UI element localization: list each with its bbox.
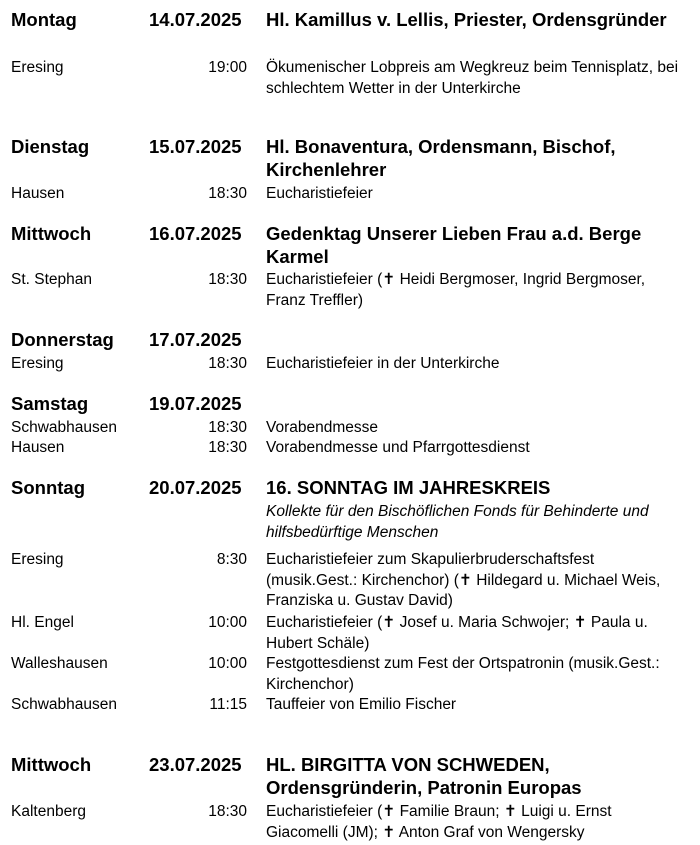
day-title: 16. SONNTAG IM JAHRESKREIS [266, 477, 551, 498]
weekday: Mittwoch [11, 754, 92, 775]
event-place: Eresing [11, 551, 64, 568]
event-place: Hausen [11, 439, 65, 456]
event-time: 18:30 [208, 439, 247, 456]
event-place: Eresing [11, 355, 64, 372]
event-place: Hausen [11, 185, 65, 202]
event-time: 18:30 [208, 419, 247, 436]
date: 14.07.2025 [149, 9, 242, 30]
event-text: Eucharistiefeier in der Unterkirche [266, 355, 500, 372]
event-time: 18:30 [208, 271, 247, 288]
weekday: Dienstag [11, 136, 90, 157]
event-text: Eucharistiefeier (✝ Heidi Bergmoser, Ingrid Bergmoser, Franz Treffler) [266, 271, 646, 309]
date: 17.07.2025 [149, 329, 242, 350]
event-text: Eucharistiefeier (✝ Josef u. Maria Schwojer; ✝ Paula u. Hubert Schäle) [266, 614, 648, 652]
date: 19.07.2025 [149, 393, 242, 414]
date: 15.07.2025 [149, 136, 242, 157]
day-title: Hl. Bonaventura, Ordensmann, Bischof, Kirchenlehrer [266, 136, 616, 180]
event-time: 19:00 [208, 59, 247, 76]
event-place: Schwabhausen [11, 696, 117, 713]
event-time: 10:00 [208, 655, 247, 672]
event-text: Eucharistiefeier [266, 185, 373, 202]
collection-note: Kollekte für den Bischöflichen Fonds für Behinderte und hilfsbedürftige Menschen [266, 503, 649, 541]
event-time: 18:30 [208, 355, 247, 372]
weekday: Sonntag [11, 477, 85, 498]
event-time: 10:00 [208, 614, 247, 631]
event-text: Vorabendmesse und Pfarrgottesdienst [266, 439, 530, 456]
event-text: Festgottesdienst zum Fest der Ortspatronin (musik.Gest.: Kirchenchor) [266, 655, 660, 693]
event-time: 8:30 [216, 551, 247, 568]
event-text: Eucharistiefeier zum Skapulierbruderschaftsfest (musik.Gest.: Kirchenchor) (✝ Hildegard u. Michael Weis, Franziska u. Gustav David) [266, 551, 661, 609]
event-text: Vorabendmesse [266, 419, 379, 436]
day-title: HL. BIRGITTA VON SCHWEDEN, Ordensgründerin, Patronin Europas [266, 754, 582, 798]
event-text: Ökumenischer Lobpreis am Wegkreuz beim Tennisplatz, bei schlechtem Wetter in der Unterkirche [266, 59, 679, 97]
weekday: Mittwoch [11, 223, 92, 244]
day-title: Hl. Kamillus v. Lellis, Priester, Ordensgründer [266, 9, 667, 30]
event-time: 18:30 [208, 185, 247, 202]
event-time: 18:30 [208, 803, 247, 820]
event-place: Kaltenberg [11, 803, 86, 820]
weekday: Samstag [11, 393, 89, 414]
event-place: Hl. Engel [11, 614, 74, 631]
event-place: Eresing [11, 59, 64, 76]
event-place: Walleshausen [11, 655, 108, 672]
event-text: Eucharistiefeier (✝ Familie Braun; ✝ Luigi u. Ernst Giacomelli (JM); ✝ Anton Graf von Wengersky [266, 803, 612, 841]
weekday: Donnerstag [11, 329, 114, 350]
event-time: 11:15 [209, 696, 247, 713]
weekday: Montag [11, 9, 77, 30]
day-title: Gedenktag Unserer Lieben Frau a.d. Berge Karmel [266, 223, 642, 267]
date: 20.07.2025 [149, 477, 242, 498]
event-place: Schwabhausen [11, 419, 117, 436]
date: 23.07.2025 [149, 754, 242, 775]
date: 16.07.2025 [149, 223, 242, 244]
event-text: Tauffeier von Emilio Fischer [266, 696, 457, 713]
event-place: St. Stephan [11, 271, 93, 288]
